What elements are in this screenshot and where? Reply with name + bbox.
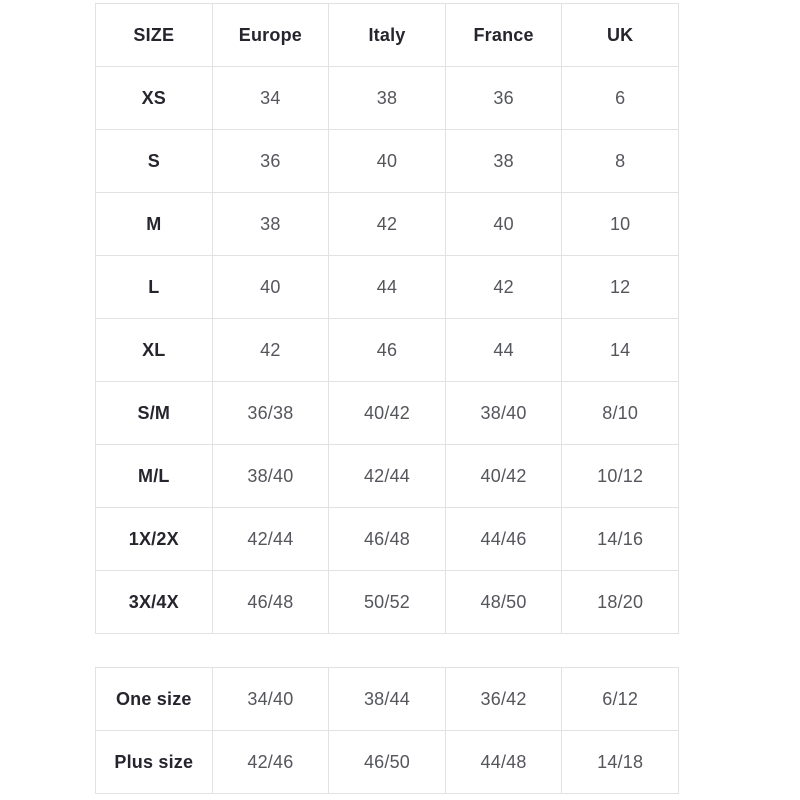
size-conversion-table xyxy=(95,3,679,634)
size-value-cell: 40 xyxy=(445,193,562,256)
column-header-uk: UK xyxy=(562,4,679,67)
table-row-m-l xyxy=(96,445,679,508)
special-sizes-table-wrap xyxy=(95,667,679,794)
size-value-cell: 8/10 xyxy=(562,382,679,445)
size-value-cell: 14/18 xyxy=(562,731,679,794)
row-label-3x-4x: 3X/4X xyxy=(96,571,213,634)
special-sizes-table-body xyxy=(96,668,679,794)
column-header-size: SIZE xyxy=(96,4,213,67)
size-value-cell: 50/52 xyxy=(329,571,446,634)
size-value-cell: 6/12 xyxy=(562,668,679,731)
row-label-m-l: M/L xyxy=(96,445,213,508)
size-value-cell: 40/42 xyxy=(445,445,562,508)
table-row-xs xyxy=(96,67,679,130)
size-value-cell: 38/40 xyxy=(212,445,329,508)
row-label-m: M xyxy=(96,193,213,256)
size-value-cell: 38/40 xyxy=(445,382,562,445)
table-row-one-size xyxy=(96,668,679,731)
size-value-cell: 40 xyxy=(329,130,446,193)
size-value-cell: 10 xyxy=(562,193,679,256)
size-value-cell: 42 xyxy=(212,319,329,382)
size-value-cell: 48/50 xyxy=(445,571,562,634)
table-row-1x-2x xyxy=(96,508,679,571)
size-value-cell: 36/42 xyxy=(445,668,562,731)
column-header-europe: Europe xyxy=(212,4,329,67)
size-value-cell: 44 xyxy=(445,319,562,382)
size-value-cell: 46/48 xyxy=(329,508,446,571)
size-value-cell: 40/42 xyxy=(329,382,446,445)
size-value-cell: 44 xyxy=(329,256,446,319)
size-value-cell: 40 xyxy=(212,256,329,319)
row-label-l: L xyxy=(96,256,213,319)
row-label-1x-2x: 1X/2X xyxy=(96,508,213,571)
table-row-s xyxy=(96,130,679,193)
size-value-cell: 18/20 xyxy=(562,571,679,634)
table-row-plus-size xyxy=(96,731,679,794)
size-value-cell: 44/46 xyxy=(445,508,562,571)
size-value-cell: 34 xyxy=(212,67,329,130)
size-value-cell: 42 xyxy=(329,193,446,256)
size-value-cell: 46 xyxy=(329,319,446,382)
row-label-plus-size: Plus size xyxy=(96,731,213,794)
size-value-cell: 34/40 xyxy=(212,668,329,731)
size-value-cell: 42/44 xyxy=(329,445,446,508)
size-value-cell: 10/12 xyxy=(562,445,679,508)
table-row-m xyxy=(96,193,679,256)
size-value-cell: 38 xyxy=(445,130,562,193)
size-value-cell: 8 xyxy=(562,130,679,193)
column-header-france: France xyxy=(445,4,562,67)
table-row-xl xyxy=(96,319,679,382)
row-label-xl: XL xyxy=(96,319,213,382)
size-value-cell: 36/38 xyxy=(212,382,329,445)
size-table-header xyxy=(96,4,679,67)
size-value-cell: 14 xyxy=(562,319,679,382)
size-value-cell: 38 xyxy=(329,67,446,130)
size-conversion-table-wrap xyxy=(95,3,679,634)
size-value-cell: 46/50 xyxy=(329,731,446,794)
row-label-s: S xyxy=(96,130,213,193)
size-value-cell: 12 xyxy=(562,256,679,319)
size-value-cell: 38 xyxy=(212,193,329,256)
size-value-cell: 14/16 xyxy=(562,508,679,571)
size-value-cell: 36 xyxy=(212,130,329,193)
table-row-s-m xyxy=(96,382,679,445)
size-value-cell: 38/44 xyxy=(329,668,446,731)
size-value-cell: 46/48 xyxy=(212,571,329,634)
row-label-one-size: One size xyxy=(96,668,213,731)
size-value-cell: 42/46 xyxy=(212,731,329,794)
table-row-3x-4x xyxy=(96,571,679,634)
size-table-body xyxy=(96,67,679,634)
size-value-cell: 36 xyxy=(445,67,562,130)
size-value-cell: 42 xyxy=(445,256,562,319)
size-value-cell: 44/48 xyxy=(445,731,562,794)
column-header-italy: Italy xyxy=(329,4,446,67)
size-value-cell: 6 xyxy=(562,67,679,130)
header-row xyxy=(96,4,679,67)
table-row-l xyxy=(96,256,679,319)
row-label-s-m: S/M xyxy=(96,382,213,445)
special-sizes-table xyxy=(95,667,679,794)
row-label-xs: XS xyxy=(96,67,213,130)
size-value-cell: 42/44 xyxy=(212,508,329,571)
